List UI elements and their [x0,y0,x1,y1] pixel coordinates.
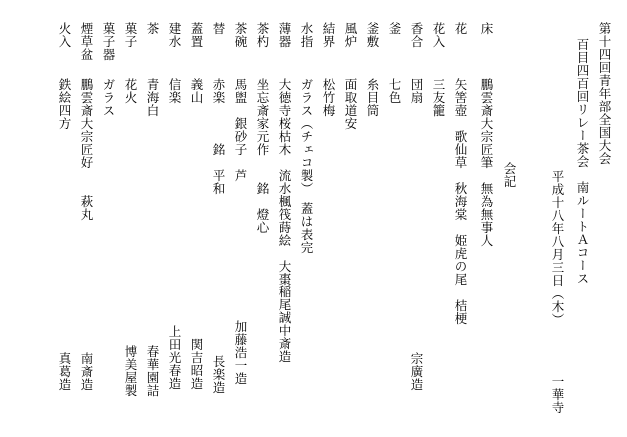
item-category: 茶碗 [233,22,248,48]
item-maker: 真葛造 [57,352,72,391]
item-maker: 関吉昭造 [189,338,204,390]
item-category: 煙草盆 [79,22,94,61]
item-detail: 団扇 [409,78,424,104]
item-category: 水指 [299,22,314,48]
item-detail: 義山 [189,78,204,104]
item-detail: ガラス [101,78,116,117]
event-date: 平成十八年八月三日（木） [550,170,565,326]
item-category: 香合 [409,22,424,48]
item-detail: ガラス（チェコ製） 蓋は表完 [299,78,314,254]
item-maker: 博美屋製 [123,345,138,397]
item-detail: 馬盥 銀砂子 芦 [233,78,248,182]
item-category: 茶杓 [255,22,270,48]
item-detail: 三友籠 [431,78,446,117]
item-maker: 南斎造 [79,352,94,391]
item-category: 釜 [387,22,402,35]
item-maker: 加藤浩一造 [233,320,248,385]
item-detail: 坐忘斎家元作 銘 燈心 [255,78,270,234]
tea-gathering-title: 百目四百回リレー茶会 南ルートＡコース [575,38,590,285]
item-maker: 宗廣造 [409,352,424,391]
item-category: 菓子器 [101,22,116,61]
item-detail: 鉄絵四方 [57,78,72,130]
item-detail: 松竹梅 [321,78,336,117]
record-label: 会記 [502,162,517,188]
item-category: 薄器 [277,22,292,48]
item-category: 花 [453,22,468,35]
item-detail: 矢筈壺 歌仙草 秋海棠 姫虎の尾 桔梗 [453,78,468,325]
item-category: 結界 [321,22,336,48]
item-detail: 鵬雲斎大宗匠好 萩丸 [79,78,94,221]
item-category: 茶 [145,22,160,35]
item-detail: 面取道安 [343,78,358,130]
item-detail: 糸目筒 [365,78,380,117]
item-detail: 信楽 [167,78,182,104]
item-detail: 花火 [123,78,138,104]
item-detail: 鵬雲斎大宗匠筆 無為無事人 [479,78,494,247]
item-category: 床 [479,22,494,35]
item-category: 蓋置 [189,22,204,48]
item-detail: 大徳寺桜枯木 流水楓筏蒔絵 大棗 [277,78,292,286]
item-category: 花入 [431,22,446,48]
item-detail: 七色 [387,78,402,104]
event-title: 第十四回青年部全国大会 [597,22,612,165]
item-maker: 稲尾誠中斎造 [277,285,292,363]
item-category: 釜敷 [365,22,380,48]
item-maker: 春華園詰 [145,345,160,397]
item-detail: 青海白 [145,78,160,117]
item-maker: 長楽造 [211,355,226,394]
item-category: 火入 [57,22,72,48]
item-category: 建水 [167,22,182,48]
host-temple: 一華寺 [550,375,565,414]
item-category: 風炉 [343,22,358,48]
item-detail: 赤楽 銘 平和 [211,78,226,195]
item-maker: 上田光春造 [167,325,182,390]
item-category: 菓子 [123,22,138,48]
item-category: 替 [211,22,226,35]
